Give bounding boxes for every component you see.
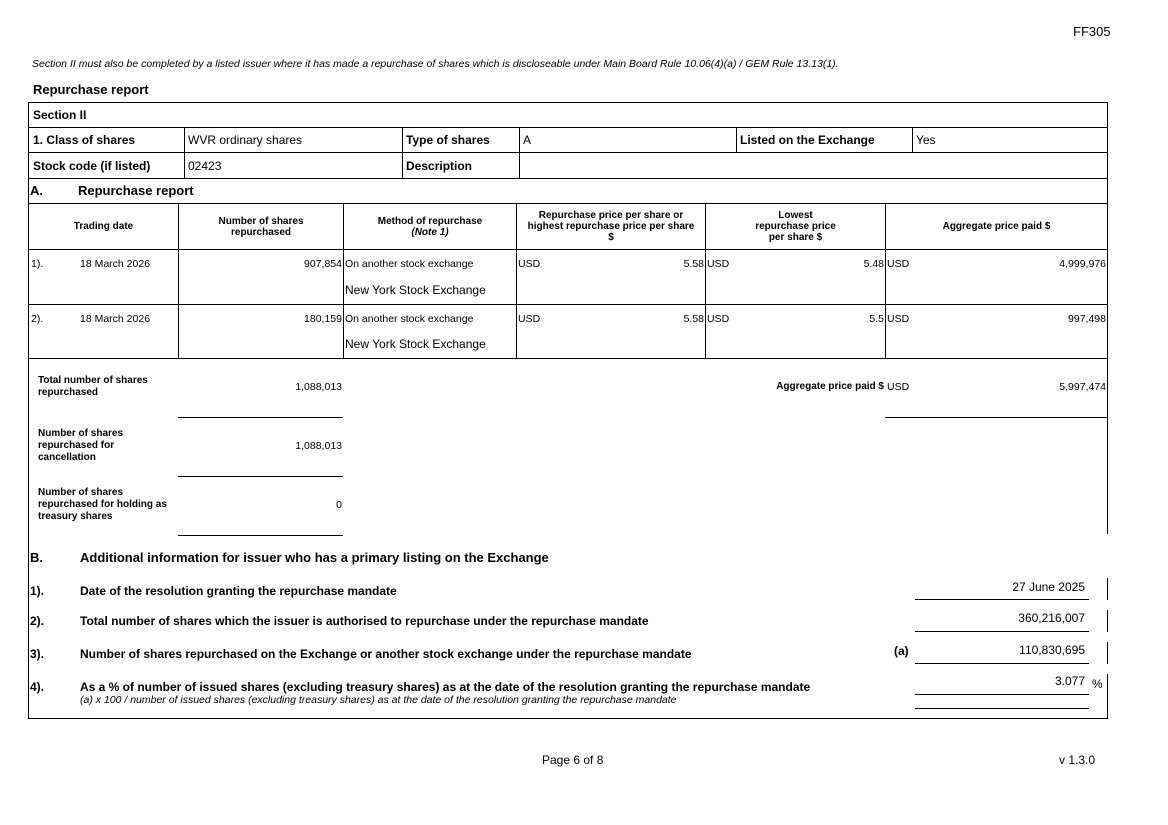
row-price: 5.58 <box>683 258 704 270</box>
b-item-index: 1). <box>30 584 45 598</box>
section-b-letter: B. <box>30 550 43 565</box>
page-number: Page 6 of 8 <box>542 753 604 767</box>
total-shares-label: Total number of shares repurchased <box>38 375 148 398</box>
section-title: Section II <box>33 108 87 122</box>
description-label: Description <box>406 159 473 173</box>
b-item-label: Number of shares repurchased on the Exchange or another stock exchange under the repurchase mandate <box>80 647 692 661</box>
type-value: A <box>523 133 532 147</box>
listed-value: Yes <box>916 133 936 147</box>
total-aggregate-currency: USD <box>887 381 910 393</box>
header-method-label: Method of repurchase <box>377 215 483 227</box>
row-shares: 180,159 <box>304 313 342 325</box>
row-price-currency: USD <box>518 258 541 270</box>
b-item-label: Date of the resolution granting the repurchase mandate <box>80 584 397 598</box>
cancellation-label: Number of shares repurchased for cancellation <box>38 428 124 463</box>
version: v 1.3.0 <box>1059 753 1096 767</box>
section-a-title: Repurchase report <box>78 183 194 198</box>
total-aggregate-label: Aggregate price paid $ <box>776 381 884 392</box>
b-item-label: Total number of shares which the issuer is authorised to repurchase under the repurchase mandate <box>80 614 649 628</box>
cancellation-value: 1,088,013 <box>295 440 342 452</box>
row-exchange: New York Stock Exchange <box>345 337 486 351</box>
stock-code-label: Stock code (if listed) <box>33 159 151 173</box>
class-label: 1. Class of shares <box>33 133 136 147</box>
header-aggregate: Aggregate price paid $ <box>942 221 1051 232</box>
report-title: Repurchase report <box>33 82 149 97</box>
b-item-value: 3.077 <box>1054 674 1085 688</box>
header-num-shares: Number of shares repurchased <box>218 215 304 238</box>
b-item-sublabel: (a) x 100 / number of issued shares (excluding treasury shares) as at the date of the resolution granting the repurchase mandate <box>80 694 677 706</box>
stock-code-value: 02423 <box>188 159 222 173</box>
total-aggregate-value: 5,997,474 <box>1059 381 1106 393</box>
intro-note: Section II must also be completed by a listed issuer where it has made a repurchase of shares which is discloseable under Main Board Rule 10.06(4)(a) / GEM Rule 13.13(1). <box>32 58 839 70</box>
b-item-index: 2). <box>30 614 45 628</box>
row-date: 18 March 2026 <box>80 313 151 325</box>
type-label: Type of shares <box>406 133 490 147</box>
listed-label: Listed on the Exchange <box>740 133 875 147</box>
row-date: 18 March 2026 <box>80 258 151 270</box>
row-method: On another stock exchange <box>345 258 474 270</box>
b-item-index: 3). <box>30 647 45 661</box>
b-item-unit: % <box>1092 677 1103 691</box>
row-lowest: 5.48 <box>863 258 884 270</box>
row-aggregate: 997,498 <box>1068 313 1106 325</box>
row-price: 5.58 <box>683 313 704 325</box>
b-item-value: 110,830,695 <box>1019 643 1085 657</box>
row-index: 2). <box>31 313 44 325</box>
section-b-title: Additional information for issuer who has a primary listing on the Exchange <box>80 550 549 565</box>
row-aggregate: 4,999,976 <box>1059 258 1106 270</box>
row-aggregate-currency: USD <box>887 313 910 325</box>
row-lowest-currency: USD <box>707 313 730 325</box>
header-method-note: (Note 1) <box>411 226 449 238</box>
row-method: On another stock exchange <box>345 313 474 325</box>
treasury-label: Number of shares repurchased for holding as treasury shares <box>38 487 167 522</box>
row-shares: 907,854 <box>304 258 342 270</box>
b-item-index: 4). <box>30 680 45 694</box>
b-item-value: 360,216,007 <box>1018 611 1085 625</box>
header-trading-date: Trading date <box>73 221 134 232</box>
b-item-label: As a % of number of issued shares (excluding treasury shares) as at the date of the resolution granting the repurchase mandate <box>80 680 811 694</box>
section-a-letter: A. <box>30 183 43 198</box>
row-index: 1). <box>31 258 44 270</box>
form-code: FF305 <box>1073 24 1111 39</box>
total-shares-value: 1,088,013 <box>295 381 342 393</box>
row-lowest-currency: USD <box>707 258 730 270</box>
header-price: Repurchase price per share or highest repurchase price per share $ <box>527 210 695 243</box>
b-item-tag: (a) <box>894 644 909 658</box>
row-price-currency: USD <box>518 313 541 325</box>
row-aggregate-currency: USD <box>887 258 910 270</box>
class-value: WVR ordinary shares <box>188 133 303 147</box>
row-lowest: 5.5 <box>869 313 884 325</box>
row-exchange: New York Stock Exchange <box>345 283 486 297</box>
b-item-value: 27 June 2025 <box>1012 580 1085 594</box>
header-lowest: Lowest repurchase price per share $ <box>755 210 836 243</box>
treasury-value: 0 <box>336 499 342 511</box>
header-method <box>344 204 516 249</box>
